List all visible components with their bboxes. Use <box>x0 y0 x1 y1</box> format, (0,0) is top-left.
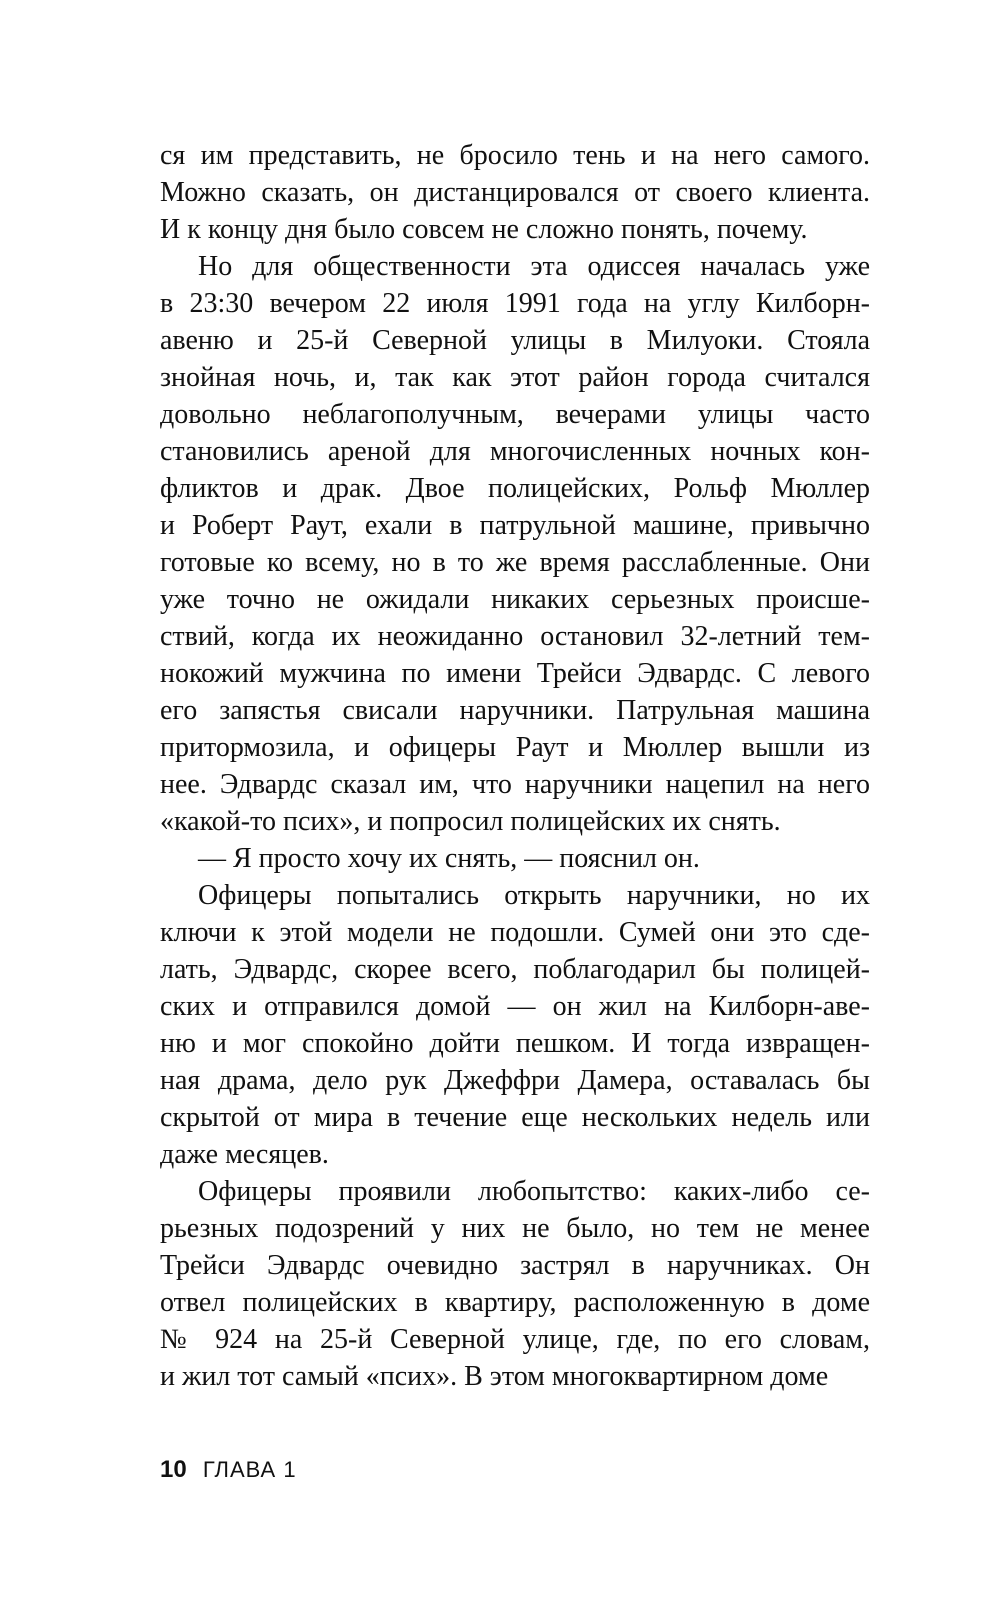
text-line: рьезных подозрений у них не было, но тем не менее <box>160 1213 870 1244</box>
text-line: Трейси Эдвардс очевидно застрял в наручниках. Он <box>160 1250 870 1281</box>
chapter-label: ГЛАВА 1 <box>202 1457 297 1482</box>
body-text <box>160 137 870 1395</box>
paragraph <box>160 840 870 877</box>
text-line: — Я просто хочу их снять, — пояснил он. <box>198 843 700 874</box>
text-line: довольно неблагополучным, вечерами улицы часто <box>160 399 870 430</box>
text-line: ная драма, дело рук Джеффри Дамера, оставалась бы <box>160 1065 870 1096</box>
text-line: отвел полицейских в квартиру, расположенную в доме <box>160 1287 870 1318</box>
text-line: скрытой от мира в течение еще нескольких недель или <box>160 1102 870 1133</box>
paragraph <box>160 877 870 1173</box>
text-line: и Роберт Раут, ехали в патрульной машине, привычно <box>160 510 870 541</box>
text-line: ся им представить, не бросило тень и на него самого. <box>160 140 870 171</box>
text-line: нокожий мужчина по имени Трейси Эдвардс. С левого <box>160 658 870 689</box>
text-line: даже месяцев. <box>160 1139 329 1170</box>
text-line: его запястья свисали наручники. Патрульная машина <box>160 695 870 726</box>
text-line: в 23:30 вечером 22 июля 1991 года на углу Килборн- <box>160 288 870 319</box>
text-line: И к концу дня было совсем не сложно понять, почему. <box>160 214 808 245</box>
paragraph <box>160 1173 870 1395</box>
text-line: фликтов и драк. Двое полицейских, Рольф Мюллер <box>160 473 870 504</box>
text-line: Но для общественности эта одиссея началась уже <box>198 251 870 282</box>
text-line: лать, Эдвардс, скорее всего, поблагодарил бы полицей- <box>160 954 870 985</box>
text-line: становились ареной для многочисленных ночных кон- <box>160 436 870 467</box>
page-footer <box>160 1450 297 1490</box>
text-line: готовые ко всему, но в то же время расслабленные. Они <box>160 547 870 578</box>
text-line: «какой-то псих», и попросил полицейских их снять. <box>160 806 781 837</box>
text-line: знойная ночь, и, так как этот район города считался <box>160 362 870 393</box>
text-line: ствий, когда их неожиданно остановил 32-летний тем- <box>160 621 870 652</box>
text-line: ключи к этой модели не подошли. Сумей они это сде- <box>160 917 870 948</box>
text-line: Офицеры попытались открыть наручники, но их <box>198 880 870 911</box>
text-line: авеню и 25-й Северной улицы в Милуоки. Стояла <box>160 325 870 356</box>
text-line: притормозила, и офицеры Раут и Мюллер вышли из <box>160 732 870 763</box>
text-line: ню и мог спокойно дойти пешком. И тогда извращен- <box>160 1028 870 1059</box>
text-line: Можно сказать, он дистанцировался от своего клиента. <box>160 177 870 208</box>
text-line: уже точно не ожидали никаких серьезных происше- <box>160 584 870 615</box>
paragraph <box>160 248 870 840</box>
page-number: 10 <box>160 1456 187 1483</box>
text-line: нее. Эдвардс сказал им, что наручники нацепил на него <box>160 769 870 800</box>
text-line: и жил тот самый «псих». В этом многоквартирном доме <box>160 1361 829 1392</box>
text-line: № 924 на 25-й Северной улице, где, по его словам, <box>160 1324 870 1355</box>
text-line: Офицеры проявили любопытство: каких-либо се- <box>198 1176 870 1207</box>
text-line: ских и отправился домой — он жил на Килборн-аве- <box>160 991 870 1022</box>
paragraph <box>160 137 870 248</box>
